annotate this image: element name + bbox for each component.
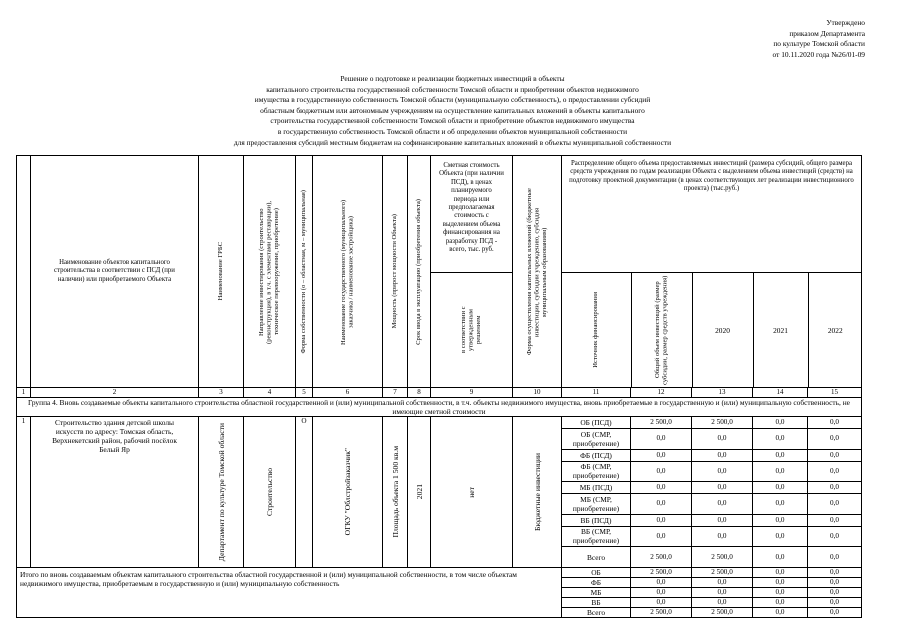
- value-cell: 0,0: [753, 428, 808, 449]
- header-row: [17, 156, 862, 273]
- header-investment-form: Форма осуществления капитальных вложений (бюджетные инвестиции, субсидии учреждению, субсидия муниципальным образованиям): [513, 156, 562, 388]
- value-cell: 0,0: [631, 598, 692, 608]
- value-cell: 0,0: [692, 588, 753, 598]
- value-cell: 0,0: [631, 482, 692, 494]
- column-number-row: [17, 388, 862, 398]
- value-cell: 0,0: [692, 428, 753, 449]
- value-cell: 0,0: [808, 578, 862, 588]
- group-row: [17, 398, 862, 417]
- column-number: 7: [383, 388, 408, 398]
- header-object-name: Наименование объектов капитального строительства в соответствии с ПСД (при наличии) или приобретаемого Объекта: [31, 156, 199, 388]
- value-cell: 0,0: [808, 588, 862, 598]
- value-cell: 0,0: [631, 514, 692, 526]
- column-number: 5: [296, 388, 313, 398]
- source-cell: ВБ (СМР, приобретение): [562, 526, 631, 547]
- value-cell: 0,0: [808, 449, 862, 461]
- value-cell: 0,0: [808, 608, 862, 618]
- title-line: имущества в государственную собственность Томской области (муниципальную собственность), о предоставлении субсидий: [254, 95, 651, 105]
- value-cell: 0,0: [808, 547, 862, 568]
- source-cell: ФБ (СМР, приобретение): [562, 461, 631, 482]
- value-cell: 0,0: [753, 482, 808, 494]
- value-cell: 0,0: [753, 417, 808, 429]
- document-title: [140, 74, 765, 148]
- value-cell: 0,0: [753, 588, 808, 598]
- value-cell: 0,0: [692, 461, 753, 482]
- value-cell: 0,0: [808, 568, 862, 578]
- object-ownership: О: [296, 417, 313, 568]
- value-cell: 0,0: [631, 428, 692, 449]
- column-number: 4: [244, 388, 296, 398]
- approval-line: Утверждено: [826, 18, 865, 27]
- column-number: 2: [31, 388, 199, 398]
- value-cell: 0,0: [631, 588, 692, 598]
- column-number: 15: [808, 388, 862, 398]
- value-cell: 0,0: [808, 514, 862, 526]
- source-cell: ОБ (СМР, приобретение): [562, 428, 631, 449]
- header-capacity: Мощность (прирост мощности Объекта): [383, 156, 408, 388]
- column-number: 6: [313, 388, 383, 398]
- column-number: 14: [753, 388, 808, 398]
- value-cell: 0,0: [631, 526, 692, 547]
- source-cell: ОБ: [562, 568, 631, 578]
- approval-line: приказом Департамента: [789, 28, 865, 38]
- total-label: Итого по вновь создаваемым объектам капитального строительства областной государственной и (или) муниципальной собственности, в том числе объектам недвижимого имущества, приобретаемым в государственную и (или) муниципальную собственность: [17, 568, 562, 618]
- header-estimate-sub: в соответствии с утвержденным решением: [431, 273, 513, 388]
- header-year-2020: 2020: [692, 273, 753, 387]
- value-cell: 0,0: [753, 526, 808, 547]
- value-cell: 0,0: [753, 449, 808, 461]
- value-cell: 0,0: [808, 526, 862, 547]
- approval-stamp: [773, 18, 865, 60]
- value-cell: 0,0: [692, 526, 753, 547]
- source-cell: Всего: [562, 547, 631, 568]
- title-line: Решение о подготовке и реализации бюджетных инвестиций в объекты: [340, 74, 565, 83]
- source-cell: ОБ (ПСД): [562, 417, 631, 429]
- column-number: 10: [513, 388, 562, 398]
- header-year-2022: 2022: [827, 325, 843, 335]
- title-line: строительства государственной собственности Томской области и приобретение объектов недвижимого имущества: [270, 116, 635, 126]
- value-cell: 0,0: [808, 482, 862, 494]
- title-line: областным бюджетным или автономным учреждениям на осуществление капитальных вложений в объекты капитального: [260, 105, 645, 115]
- source-cell: ВБ (ПСД): [562, 514, 631, 526]
- column-number: 9: [431, 388, 513, 398]
- object-row: [17, 417, 862, 429]
- source-cell: МБ: [562, 588, 631, 598]
- value-cell: 2 500,0: [692, 547, 753, 568]
- object-name: Строительство здания детской школы искусств по адресу: Томская область, Верхнекетский район, рабочий посёлок Белый Яр: [31, 417, 199, 568]
- header-direction: Направление инвестирования (строительство (реконструкция), в т.ч. с элементами реставрации), техническое перевооружение, приобретение): [244, 156, 296, 388]
- value-cell: 0,0: [753, 494, 808, 515]
- value-cell: 2 500,0: [692, 608, 753, 618]
- source-cell: МБ (ПСД): [562, 482, 631, 494]
- header-distribution-subcols: [562, 273, 862, 388]
- total-row: [17, 568, 862, 578]
- value-cell: 0,0: [631, 578, 692, 588]
- header-year-2021: 2021: [753, 273, 808, 387]
- value-cell: 2 500,0: [692, 568, 753, 578]
- header-distribution: Распределение общего объема предоставляемых инвестиций (размера субсидий, общего размера средств учреждения по годам реализации Объекта с выделением объема инвестиций (средств) на подготовку проектной документации (в ценах соответствующих лет реализации инвестиционного проекта) (тыс.руб.): [562, 156, 862, 273]
- column-number: 11: [562, 388, 631, 398]
- title-line: капитального строительства государственной собственности Томской области и приобретении объектов недвижимого: [266, 84, 639, 94]
- value-cell: 0,0: [692, 482, 753, 494]
- source-cell: ВБ: [562, 598, 631, 608]
- source-cell: ФБ (ПСД): [562, 449, 631, 461]
- column-number: 1: [17, 388, 31, 398]
- title-line: в государственную собственность Томской области и об определении объектов муниципальной собственности: [277, 126, 628, 136]
- value-cell: 2 500,0: [692, 417, 753, 429]
- value-cell: 0,0: [753, 514, 808, 526]
- value-cell: 0,0: [692, 494, 753, 515]
- header-grbs: Наименование ГРБС: [199, 156, 244, 388]
- source-cell: Всего: [562, 608, 631, 618]
- value-cell: 0,0: [631, 461, 692, 482]
- header-source: Источник финансирования: [562, 273, 631, 387]
- value-cell: 0,0: [753, 608, 808, 618]
- object-deadline: 2021: [408, 417, 431, 568]
- value-cell: 0,0: [692, 578, 753, 588]
- column-number: 8: [408, 388, 431, 398]
- object-capacity: Площадь объекта 1 500 кв.м: [383, 417, 408, 568]
- header-ownership: Форма собственности (о – областная, м – муниципальная): [296, 156, 313, 388]
- value-cell: 0,0: [753, 578, 808, 588]
- source-cell: ФБ: [562, 578, 631, 588]
- value-cell: 0,0: [808, 461, 862, 482]
- value-cell: 0,0: [808, 428, 862, 449]
- value-cell: 0,0: [753, 461, 808, 482]
- column-number: 12: [631, 388, 692, 398]
- approval-line: от 10.11.2020 года №26/01-09: [772, 49, 865, 59]
- header-estimate: Сметная стоимость Объекта (при наличии ПСД), в ценах планируемого периода или предполагаемая стоимость с выделением объема финансирования на разработку ПСД - всего, тыс. руб.: [431, 156, 513, 273]
- header-total-volume: Общий объем инвестиций (размер субсидии, размер средств учреждения): [631, 273, 692, 387]
- value-cell: 2 500,0: [631, 608, 692, 618]
- value-cell: 0,0: [753, 547, 808, 568]
- value-cell: 2 500,0: [631, 547, 692, 568]
- value-cell: 0,0: [808, 598, 862, 608]
- object-estimate: нет: [431, 417, 513, 568]
- header-customer: Наименование государственного (муниципального) заказчика / наименование застройщика): [313, 156, 383, 388]
- source-cell: МБ (СМР, приобретение): [562, 494, 631, 515]
- value-cell: 2 500,0: [631, 568, 692, 578]
- object-investment-form: Бюджетные инвестиции: [513, 417, 562, 568]
- header-cell-number: [17, 156, 31, 388]
- value-cell: 0,0: [692, 598, 753, 608]
- column-number: 13: [692, 388, 753, 398]
- group-label: Группа 4. Вновь создаваемые объекты капитального строительства областной государственной и (или) муниципальной собственности, в т.ч. объекты недвижимого имущества, вновь приобретаемые в государственную и (или) муниципальную собственность, не имеющие сметной стоимости: [17, 398, 862, 417]
- investment-table: [16, 155, 862, 618]
- value-cell: 0,0: [753, 568, 808, 578]
- value-cell: 0,0: [808, 494, 862, 515]
- value-cell: 0,0: [692, 449, 753, 461]
- value-cell: 0,0: [808, 417, 862, 429]
- approval-line: по культуре Томской области: [773, 39, 865, 48]
- header-deadline: Срок ввода в эксплуатацию (приобретения объекта): [408, 156, 431, 388]
- value-cell: 0,0: [631, 449, 692, 461]
- value-cell: 0,0: [692, 514, 753, 526]
- title-line: для предоставления субсидий местным бюджетам на софинансирование капитальных вложений в объекты муниципальной собственности: [233, 137, 672, 147]
- object-customer: ОГКУ "Облстройзаказчик": [313, 417, 383, 568]
- value-cell: 0,0: [631, 494, 692, 515]
- value-cell: 2 500,0: [631, 417, 692, 429]
- object-direction: Строительство: [244, 417, 296, 568]
- value-cell: 0,0: [753, 598, 808, 608]
- object-number: 1: [17, 417, 31, 568]
- object-grbs: Департамент по культуре Томской области: [199, 417, 244, 568]
- column-number: 3: [199, 388, 244, 398]
